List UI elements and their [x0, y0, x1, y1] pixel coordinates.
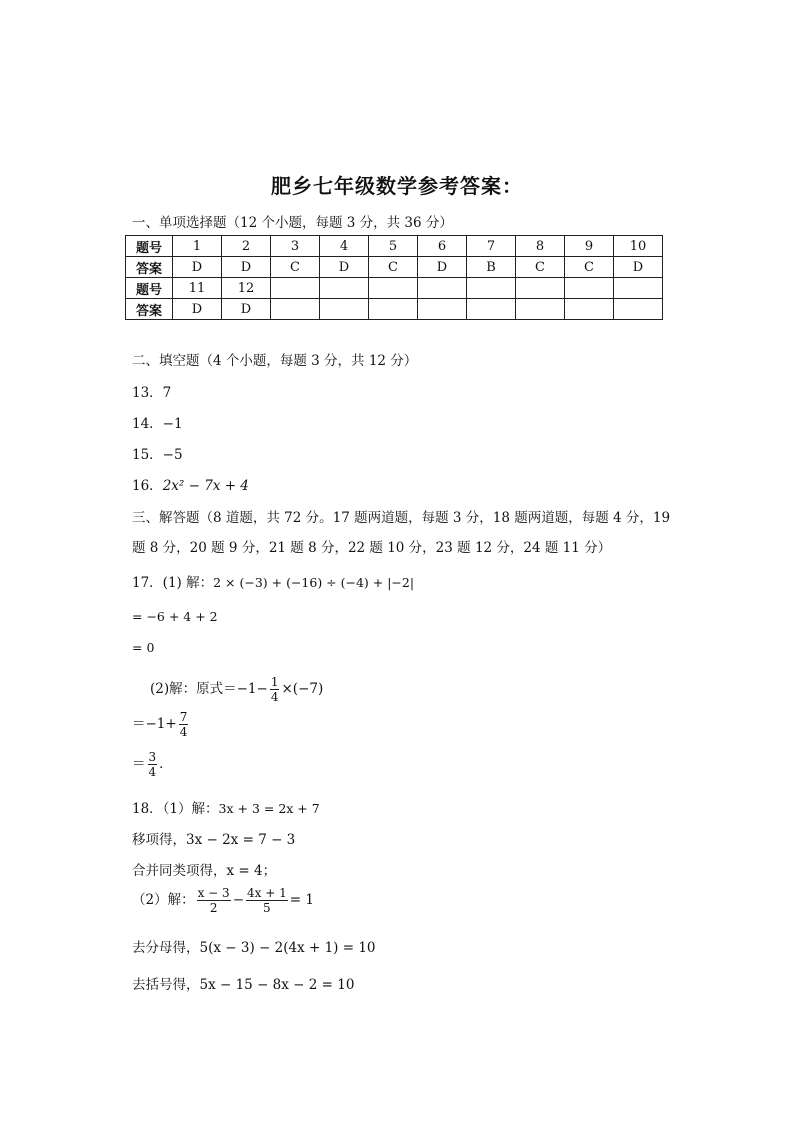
fraction [246, 886, 288, 915]
numerator: 3 [148, 750, 157, 764]
table-cell: 4 [320, 236, 369, 257]
q18-1-question [132, 797, 320, 817]
q18-1-expression: 3x + 3 = 2x + 7 [218, 801, 320, 816]
table-cell: 2 [222, 236, 271, 257]
q17-2-prefix: (2)解：原式＝−1− [150, 681, 268, 697]
q17-2-step2-suffix: ． [159, 756, 173, 772]
section1-heading: 一、单项选择题（12 个小题，每题 3 分，共 36 分） [132, 215, 453, 231]
table-cell: D [614, 257, 663, 278]
table-cell: 9 [565, 236, 614, 257]
q17-1-question [132, 571, 414, 591]
table-cell [320, 278, 369, 299]
table-cell [516, 278, 565, 299]
minus-sign: − [232, 892, 244, 908]
page-title: 肥乡七年级数学参考答案： [271, 174, 523, 198]
q17-1-step1: = −6 + 4 + 2 [132, 609, 218, 624]
table-cell: B [467, 257, 516, 278]
q18-2-prefix: （2）解： [132, 892, 195, 908]
q18-2-question [132, 886, 314, 915]
table-cell: D [418, 257, 467, 278]
table-cell [516, 299, 565, 320]
table-cell: D [222, 257, 271, 278]
table-cell [271, 299, 320, 320]
answer-14: 14．−1 [132, 416, 183, 432]
table-cell [467, 278, 516, 299]
denominator: 2 [209, 901, 218, 915]
q18-1-step2: 合并同类项得，x = 4； [132, 863, 277, 879]
table-cell: D [173, 257, 222, 278]
q18-2-rhs: = 1 [289, 892, 314, 908]
fraction [179, 710, 189, 739]
q17-2-step2-prefix: ＝ [132, 756, 146, 772]
table-cell [271, 278, 320, 299]
answer-13: 13．7 [132, 385, 172, 401]
q17-1-expression: 2 × (−3) + (−16) ÷ (−4) + |−2| [213, 575, 415, 590]
table-cell: 8 [516, 236, 565, 257]
q17-2-suffix: ×(−7) [281, 681, 324, 697]
numerator: 1 [270, 675, 279, 689]
row-label: 题号 [126, 236, 173, 257]
q17-2-question [150, 675, 323, 704]
table-row [126, 299, 663, 320]
table-row [126, 236, 663, 257]
table-cell: 1 [173, 236, 222, 257]
fraction [270, 675, 280, 704]
table-cell: 7 [467, 236, 516, 257]
numerator: 7 [179, 710, 188, 724]
table-row [126, 257, 663, 278]
table-cell [467, 299, 516, 320]
table-cell [369, 299, 418, 320]
answer-table [125, 235, 663, 320]
row-label: 答案 [126, 257, 173, 278]
section3-heading-line1: 三、解答题（8 道题，共 72 分。17 题两道题，每题 3 分，18 题两道题，每题 4 分，19 [132, 510, 671, 526]
table-cell [418, 278, 467, 299]
q18-2-step2: 去括号得，5x − 15 − 8x − 2 = 10 [132, 977, 355, 993]
fraction [148, 750, 158, 779]
numerator: x − 3 [197, 886, 230, 900]
table-cell: 10 [614, 236, 663, 257]
q18-1-step1: 移项得，3x − 2x = 7 − 3 [132, 832, 296, 848]
denominator: 4 [179, 725, 188, 739]
table-cell [614, 278, 663, 299]
table-cell: D [222, 299, 271, 320]
table-cell: 3 [271, 236, 320, 257]
table-cell: 6 [418, 236, 467, 257]
section2-heading: 二、填空题（4 个小题，每题 3 分，共 12 分） [132, 353, 418, 369]
table-cell [369, 278, 418, 299]
table-cell: C [369, 257, 418, 278]
table-cell: 5 [369, 236, 418, 257]
q17-1-step2: = 0 [132, 640, 155, 655]
denominator: 5 [263, 901, 271, 915]
table-cell: D [173, 299, 222, 320]
table-cell [320, 299, 369, 320]
denominator: 4 [270, 690, 279, 704]
table-cell [614, 299, 663, 320]
table-cell: C [516, 257, 565, 278]
answer-16 [132, 474, 249, 494]
denominator: 4 [148, 765, 157, 779]
numerator: 4x + 1 [247, 886, 287, 900]
section3-heading-line2: 题 8 分，20 题 9 分，21 题 8 分，22 题 10 分，23 题 12 分，24 题 11 分） [132, 540, 612, 556]
q17-2-step2 [132, 750, 173, 779]
q17-2-step1 [132, 710, 190, 739]
table-cell [565, 299, 614, 320]
table-cell: D [320, 257, 369, 278]
table-cell [418, 299, 467, 320]
row-label: 题号 [126, 278, 173, 299]
q17-2-step1-prefix: ＝−1+ [132, 716, 177, 732]
table-cell: 11 [173, 278, 222, 299]
fraction [197, 886, 231, 915]
row-label: 答案 [126, 299, 173, 320]
table-cell: C [271, 257, 320, 278]
q17-1-prefix: 17．(1) 解： [132, 575, 214, 591]
answer-16-number: 16． [132, 478, 163, 494]
table-cell: 12 [222, 278, 271, 299]
answer-15: 15．−5 [132, 447, 183, 463]
q18-1-prefix: 18．（1）解： [132, 801, 219, 817]
answer-16-expression: 2x² − 7x + 4 [162, 478, 249, 494]
table-cell: C [565, 257, 614, 278]
table-cell [565, 278, 614, 299]
q18-2-step1: 去分母得，5(x − 3) − 2(4x + 1) = 10 [132, 940, 376, 956]
table-row [126, 278, 663, 299]
